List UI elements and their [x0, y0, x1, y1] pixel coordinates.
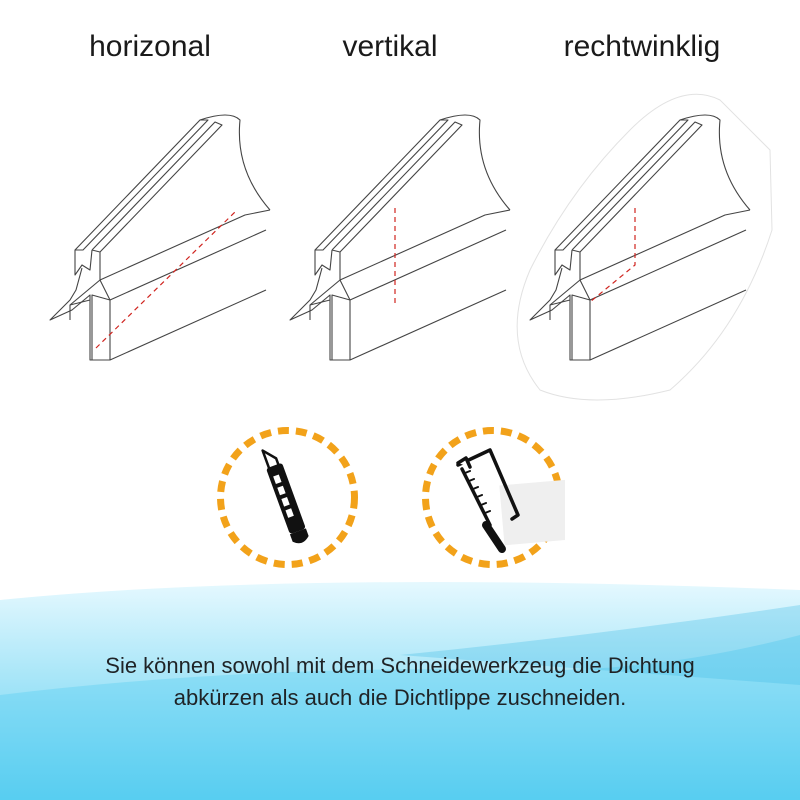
- seal-profile-right-angle: [510, 90, 770, 410]
- heading-vertical: vertikal: [342, 30, 438, 63]
- cut-line: [96, 212, 235, 348]
- heading-horizontal: horizonal: [89, 30, 211, 63]
- seal-profile-vertical: [270, 90, 530, 410]
- heading-right-angle: rechtwinklig: [563, 30, 721, 63]
- caption-line-1: Sie können sowohl mit dem Schneidewerkzeug die Dichtung: [105, 653, 695, 678]
- seal-profile-horizontal: [30, 90, 290, 410]
- hacksaw-badge: [420, 425, 565, 570]
- cutter-knife-badge: [215, 425, 360, 570]
- caption: [0, 650, 800, 714]
- caption-line-2: abkürzen als auch die Dichtlippe zuschneiden.: [173, 685, 627, 710]
